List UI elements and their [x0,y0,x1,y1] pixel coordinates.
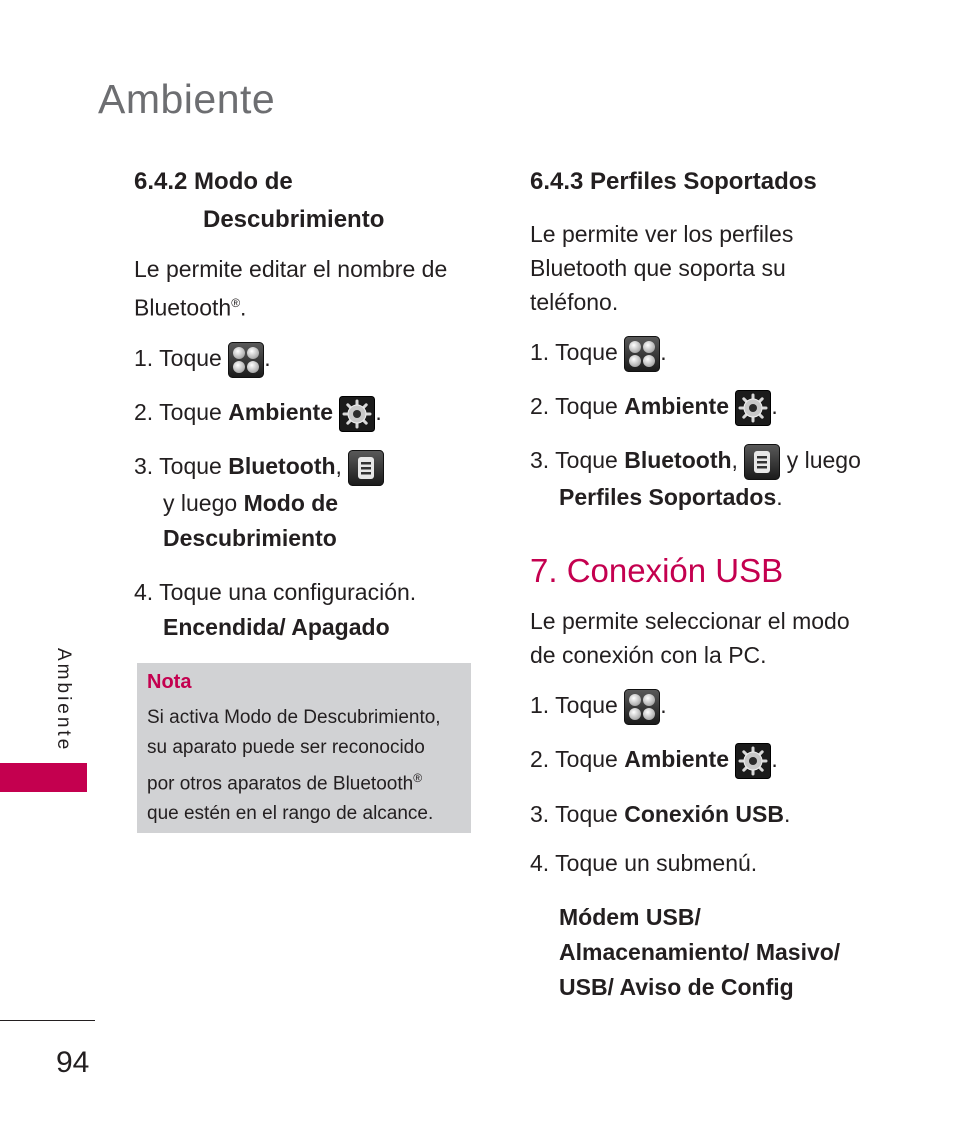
options-list-icon [348,450,384,486]
step-1: 1. Toque . [134,341,271,378]
usb-intro: Le permite seleccionar el modo de conexión con la PC. [530,608,850,668]
section-heading-usb-connection: 7. Conexión USB [530,552,784,589]
profiles-step-3: 3. Toque Bluetooth, y luego Perfiles Soportados. [530,443,861,515]
options-list-icon [744,444,780,480]
section-heading-supported-profiles: 6.4.3 Perfiles Soportados [530,168,817,195]
discovery-intro [134,252,447,325]
page-number: 94 [56,1046,90,1079]
intro-line-2: Bluetooth®. [134,294,247,321]
heading-line-1: 6.4.2 Modo de [134,168,293,195]
step-4: 4. Toque una configuración. Encendida/ Apagado [134,579,417,640]
step-3: 3. Toque Bluetooth, y luego Modo de Descubrimiento [134,449,384,556]
note-title: Nota [147,671,192,693]
side-tab-marker [0,763,87,792]
note-box [137,663,471,833]
menu-grid-icon [624,689,660,725]
step-2: 2. Toque Ambiente . [134,395,382,432]
usb-step-4: 4. Toque un submenú. [530,850,758,876]
menu-grid-icon [228,342,264,378]
heading-line-2: Descubrimiento [203,206,385,233]
footer-rule [0,1020,95,1021]
note-text: Si activa Modo de Descubrimiento, su aparato puede ser reconocido por otros aparatos de Bluetooth® que estén en el rango de alcance. [147,707,441,825]
section-heading-discovery-mode [134,168,384,234]
profiles-intro: Le permite ver los perfiles Bluetooth que soporta su teléfono. [530,221,794,315]
page-title: Ambiente [98,76,276,122]
settings-gear-icon [339,396,375,432]
profiles-step-1: 1. Toque . [530,335,667,372]
usb-step-1: 1. Toque . [530,688,667,725]
usb-submenu-options: Módem USB/ Almacenamiento/ Masivo/ USB/ Aviso de Config [559,904,841,1000]
usb-step-3: 3. Toque Conexión USB. [530,801,791,827]
intro-line-1: Le permite editar el nombre de [134,256,448,282]
usb-step-2: 2. Toque Ambiente . [530,742,778,779]
profiles-step-2: 2. Toque Ambiente . [530,389,778,426]
side-tab-label: Ambiente [53,648,74,753]
settings-gear-icon [735,743,771,779]
settings-gear-icon [735,390,771,426]
menu-grid-icon [624,336,660,372]
